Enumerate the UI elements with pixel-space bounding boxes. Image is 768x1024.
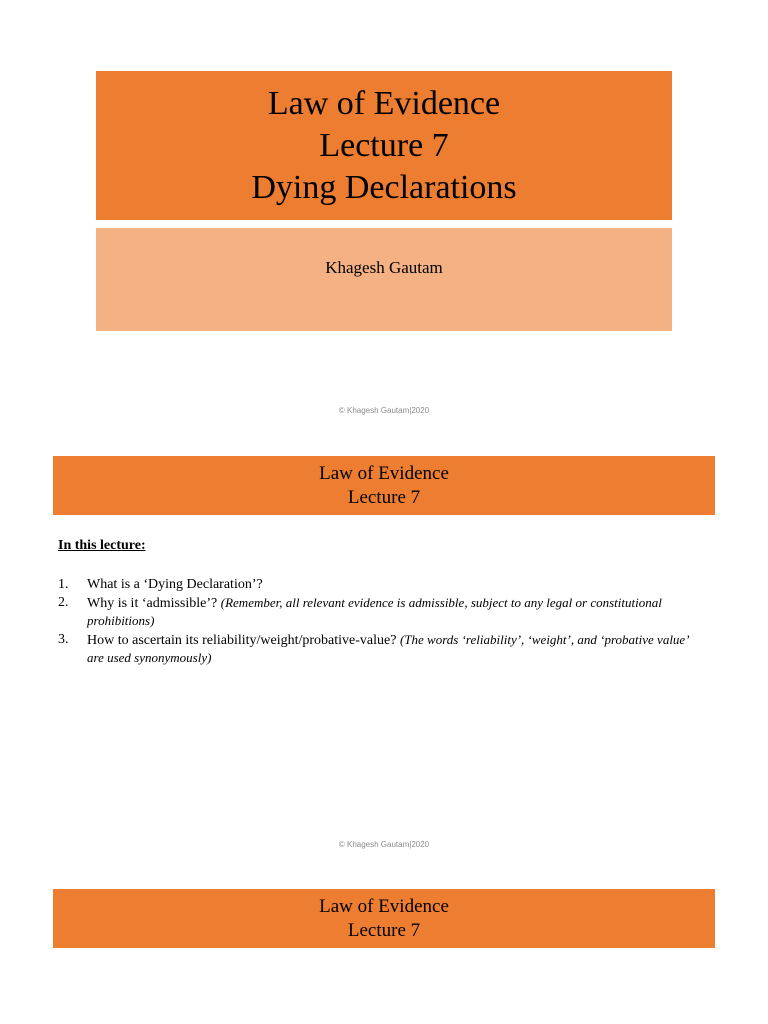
author-banner <box>96 228 672 331</box>
list-item-text: Why is it ‘admissible’? <box>87 595 218 611</box>
list-item <box>58 576 698 594</box>
title-line-topic: Dying Declarations <box>251 168 517 206</box>
list-item <box>58 631 698 668</box>
list-item-text: How to ascertain its reliability/weight/probative-value? <box>87 632 397 648</box>
list-item-number: 1. <box>58 577 69 592</box>
slide3-header-course: Law of Evidence <box>319 895 449 917</box>
list-item-body <box>87 594 698 631</box>
slide2-header-bar <box>53 456 715 515</box>
slide3-header-lecture: Lecture 7 <box>347 919 421 941</box>
title-slide-banner <box>96 71 672 220</box>
list-item <box>58 594 698 631</box>
slide2-header-lecture: Lecture 7 <box>347 486 421 508</box>
list-item-body <box>87 576 698 594</box>
title-line-course: Law of Evidence <box>267 84 501 122</box>
slide2-header-course: Law of Evidence <box>319 462 449 484</box>
title-line-lecture: Lecture 7 <box>319 126 449 164</box>
list-item-number: 3. <box>58 631 69 647</box>
lecture-topics-list <box>58 576 698 668</box>
list-item-note: (The words ‘reliability’, ‘weight’, and ‘probative value’ are used synonymously) <box>87 631 689 665</box>
list-item-text: What is a ‘Dying Declaration’? <box>87 577 263 592</box>
slide1-footer: © Khagesh Gautam|2020 <box>338 406 430 415</box>
list-item-number: 2. <box>58 594 69 610</box>
author-name: Khagesh Gautam <box>325 258 443 277</box>
section-heading: In this lecture: <box>58 538 146 553</box>
slide3-header-bar <box>53 889 715 948</box>
list-item-body <box>87 631 698 668</box>
slide2-footer: © Khagesh Gautam|2020 <box>338 840 430 849</box>
list-item-note: (Remember, all relevant evidence is admissible, subject to any legal or constitutional prohibitions) <box>87 594 662 628</box>
